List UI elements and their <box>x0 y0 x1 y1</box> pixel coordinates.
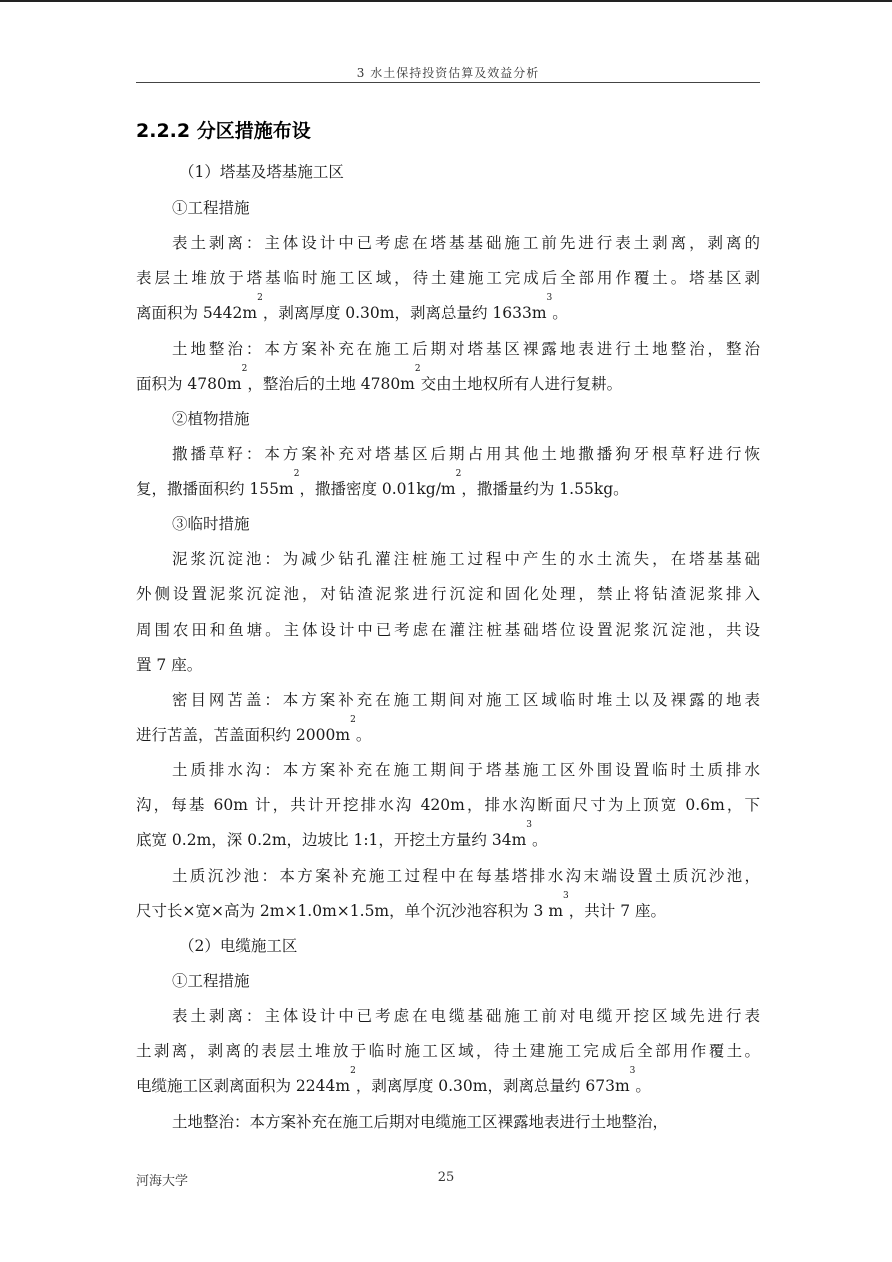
measure-heading-plant: ②植物措施 <box>172 410 250 428</box>
paragraph-line: 泥浆沉淀池：为减少钻孔灌注桩施工过程中产生的水土流失，在塔基基础 <box>172 550 760 568</box>
paragraph-line: 表层土堆放于塔基临时施工区域，待土建施工完成后全部用作覆土。塔基区剥 <box>136 269 760 287</box>
section-title: 2.2.2 分区措施布设 <box>136 120 311 142</box>
paragraph-line: 外侧设置泥浆沉淀池，对钻渣泥浆进行沉淀和固化处理，禁止将钻渣泥浆排入 <box>136 585 760 603</box>
paragraph-line: 密目网苫盖：本方案补充在施工期间对施工区域临时堆土以及裸露的地表 <box>172 691 760 709</box>
paragraph-line: 面积为 $4780m^2$，整治后的土地 $4780m^2$交由土地权所有人进行复耕。 <box>136 364 623 393</box>
paragraph-line: 土剥离，剥离的表层土堆放于临时施工区域，待土建施工完成后全部用作覆土。 <box>136 1042 760 1060</box>
subsection-heading-cable: （2）电缆施工区 <box>179 937 298 955</box>
paragraph-line: 表土剥离：主体设计中已考虑在塔基基础施工前先进行表土剥离，剥离的 <box>172 234 760 252</box>
subsection-heading-tower: （1）塔基及塔基施工区 <box>179 163 344 181</box>
paragraph-line: 周围农田和鱼塘。主体设计中已考虑在灌注桩基础塔位设置泥浆沉淀池，共设 <box>136 621 760 639</box>
paragraph-line: 表土剥离：主体设计中已考虑在电缆基础施工前对电缆开挖区域先进行表 <box>172 1007 760 1025</box>
paragraph-line: 置 7 座。 <box>136 656 203 674</box>
footer-institution: 河海大学 <box>136 1174 189 1189</box>
paragraph-line: 离面积为 $5442m^2$，剥离厚度 0.30m，剥离总量约 $1633m^3$。 <box>136 293 568 322</box>
paragraph-line: 沟，每基 60m 计，共计开挖排水沟 420m，排水沟断面尺寸为上顶宽 0.6m，下 <box>136 796 760 814</box>
paragraph-line: 土地整治：本方案补充在施工后期对电缆施工区裸露地表进行土地整治， <box>172 1113 669 1131</box>
measure-heading-engineering: ①工程措施 <box>172 972 250 990</box>
paragraph-line: 土地整治：本方案补充在施工后期对塔基区裸露地表进行土地整治，整治 <box>172 340 760 358</box>
paragraph-line: 复，撒播面积约 $155m^2$，撒播密度 $0.01kg/m^2$，撒播量约为 1.55kg。 <box>136 469 629 498</box>
measure-heading-temporary: ③临时措施 <box>172 515 250 533</box>
header-rule <box>136 82 760 83</box>
top-border-rule <box>0 0 892 2</box>
measure-heading-engineering: ①工程措施 <box>172 199 250 217</box>
page-number: 25 <box>437 1170 455 1185</box>
paragraph-line: 底宽 0.2m，深 0.2m，边坡比 1:1，开挖土方量约 $34m^3$。 <box>136 820 548 849</box>
paragraph-line: 尺寸长×宽×高为 2m×1.0m×1.5m，单个沉沙池容积为 3 $m^3$，共计 7 座。 <box>136 891 666 920</box>
paragraph-line: 土质沉沙池：本方案补充施工过程中在每基塔排水沟末端设置土质沉沙池， <box>172 867 760 885</box>
paragraph-line: 电缆施工区剥离面积为 $2244m^2$，剥离厚度 0.30m，剥离总量约 $673m^3$。 <box>136 1066 651 1095</box>
running-header: 3 水土保持投资估算及效益分析 <box>356 66 540 80</box>
paragraph-line: 土质排水沟：本方案补充在施工期间于塔基施工区外围设置临时土质排水 <box>172 761 760 779</box>
paragraph-line: 撒播草籽：本方案补充对塔基区后期占用其他土地撒播狗牙根草籽进行恢 <box>172 445 760 463</box>
paragraph-line: 进行苫盖，苫盖面积约 $2000m^2$。 <box>136 715 372 744</box>
